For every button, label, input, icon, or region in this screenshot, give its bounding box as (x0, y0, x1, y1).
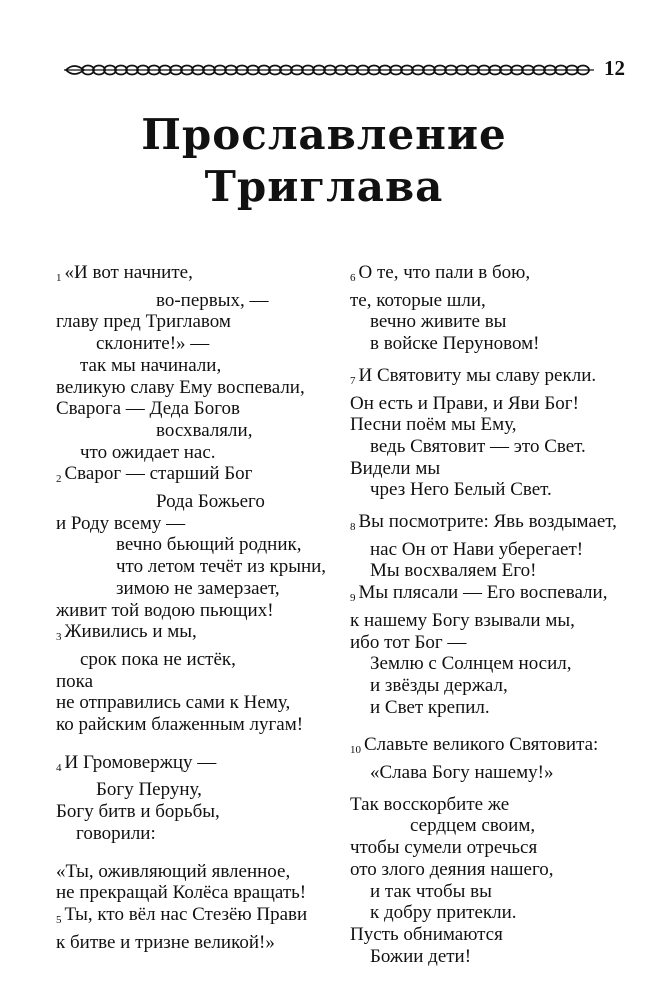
page-title-line-2: Триглава (204, 162, 444, 211)
verse-number: 10 (350, 744, 361, 757)
verse-line: не прекращай Колёса вращать! (56, 882, 307, 904)
verse-line: во-первых, — (156, 289, 269, 311)
verse-line: срок пока не истёк, (80, 648, 236, 670)
verse-line: не отправились сами к Нему, (56, 692, 291, 714)
verse-line: и Роду всему — (56, 512, 186, 534)
verse-line: 3 Живились и мы, (56, 621, 197, 644)
verse-line: что летом течёт из крыни, (116, 556, 327, 578)
verse-line: «Слава Богу нашему!» (370, 762, 554, 784)
verse-line: вечно живите вы (370, 311, 507, 333)
verse-line: и Свет крепил. (370, 696, 490, 718)
verse-line: 4 И Громовержцу — (56, 751, 217, 774)
verse-line: к битве и тризне великой!» (56, 931, 275, 953)
verse-line: что ожидает нас. (80, 441, 216, 463)
verse-line: к нашему Богу взывали мы, (350, 609, 575, 631)
verse-line: Сварога — Деда Богов (56, 398, 240, 420)
verse-line: Землю с Солнцем носил, (370, 653, 572, 675)
verse-line: вечно бьющий родник, (116, 534, 302, 556)
verse-line: зимою не замерзает, (116, 577, 280, 599)
verse-line: живит той водою пьющих! (56, 599, 274, 621)
verse-number: 5 (56, 913, 62, 926)
left-column (56, 262, 341, 953)
verse-line: 5 Ты, кто вёл нас Стезёю Прави (56, 903, 308, 926)
verse-line: в войске Перуновом! (370, 333, 540, 355)
verse-line: 9 Мы плясали — Его воспевали, (350, 582, 608, 605)
verse-number: 3 (56, 631, 62, 644)
verse-line: и звёзды держал, (370, 674, 508, 696)
verse-line: Пусть обнимаются (350, 923, 503, 945)
verse-number: 9 (350, 592, 356, 605)
verse-line: Видели мы (350, 457, 441, 479)
verse-line: Богу битв и борьбы, (56, 801, 220, 823)
verse-number: 8 (350, 521, 356, 534)
verse-line: и так чтобы вы (370, 880, 492, 902)
page-number: 12 (604, 56, 625, 80)
page-title-line-1: Прославление (141, 110, 507, 159)
verse-line: великую славу Ему воспевали, (56, 376, 305, 398)
verse-number: 6 (350, 272, 356, 284)
verse-line: 2 Сварог — старший Бог (56, 463, 253, 486)
verse-line: 1 «И вот начните, (56, 262, 193, 284)
verse-number: 2 (56, 473, 62, 486)
verse-line: Богу Перуну, (96, 779, 202, 801)
verse-line: Мы восхваляем Его! (370, 560, 537, 582)
verse-line: ибо тот Бог — (350, 631, 467, 653)
verse-line: склоните!» — (96, 333, 210, 355)
verse-line: 8 Вы посмотрите: Явь воздымает, (350, 511, 617, 534)
right-column (350, 262, 635, 967)
verse-line: Песни поём мы Ему, (350, 414, 517, 436)
verse-line: чтобы сумели отречься (350, 837, 538, 859)
verse-line: Божии дети! (370, 945, 472, 967)
verse-line: говорили: (76, 822, 156, 844)
verse-line: к добру притекли. (370, 902, 517, 924)
verse-line: Рода Божьего (156, 491, 265, 513)
verse-line: Так восскорбите же (350, 793, 510, 815)
verse-line: чрез Него Белый Свет. (370, 479, 552, 501)
verse-line: 6 О те, что пали в бою, (350, 262, 531, 284)
verse-line: 7 И Святовиту мы славу рекли. (350, 364, 597, 387)
verse-line: восхваляли, (156, 419, 253, 441)
verse-line: главу пред Триглавом (56, 311, 231, 333)
verse-line: «Ты, оживляющий явленное, (56, 860, 291, 882)
verse-line: ведь Святовит — это Свет. (370, 435, 586, 457)
verse-line: сердцем своим, (410, 815, 536, 837)
verse-number: 4 (56, 761, 62, 774)
verse-line: нас Он от Нави уберегает! (370, 538, 584, 560)
verse-line: ото злого деяния нашего, (350, 858, 554, 880)
verse-line: 10 Славьте великого Святовита: (350, 734, 599, 757)
verse-line: так мы начинали, (80, 354, 222, 376)
verse-line: ко райским блаженным лугам! (56, 714, 304, 736)
verse-line: пока (56, 670, 94, 692)
verse-number: 1 (56, 272, 62, 284)
verse-line: те, которые шли, (350, 289, 486, 311)
verse-number: 7 (350, 374, 356, 387)
verse-line: Он есть и Прави, и Яви Бог! (350, 392, 579, 414)
header-braid-ornament (64, 60, 594, 80)
